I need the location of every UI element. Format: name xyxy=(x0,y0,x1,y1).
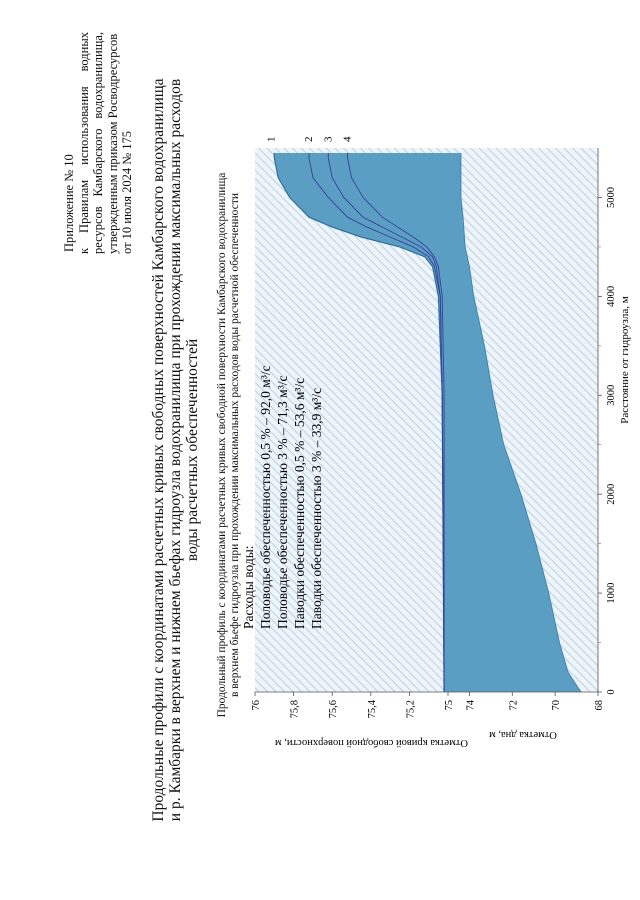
water-tick-label: 75,4 xyxy=(366,700,378,719)
appendix-line-5: от 10 июля 2024 № 175 xyxy=(120,130,134,254)
chart-title-line-1: Продольный профиль с координатами расчетных кривых свободной поверхности Камбарского водохранилища xyxy=(216,172,228,718)
x-tick-label: 0 xyxy=(606,689,617,695)
legend-item-3: Паводки обеспеченностью 0,5 % – 53,6 м³/с xyxy=(292,377,307,629)
bed-tick-label: 70 xyxy=(551,700,563,711)
curve-label-4: 4 xyxy=(341,136,354,142)
water-tick-label: 75,8 xyxy=(289,700,301,719)
legend-header: Расходы воды: xyxy=(241,545,256,629)
water-tick-label: 76 xyxy=(251,700,262,711)
appendix-line-4: утвержденным приказом Росводресурсов xyxy=(105,33,120,254)
water-tick-label: 75 xyxy=(444,700,455,711)
chart-title-line-2: в верхнем бьефе гидроузла при прохождении максимальных расходов воды расчетной обеспеченности xyxy=(228,193,241,697)
legend-item-1: Половодье обеспеченностью 0,5 % – 92,0 м³/с xyxy=(258,365,273,629)
x-tick-label: 1000 xyxy=(606,582,617,604)
y-axis-label-bed: Отметка дна, м xyxy=(489,729,557,740)
bed-tick-label: 68 xyxy=(594,700,605,711)
appendix-line-1: Приложение № 10 xyxy=(62,154,76,252)
curve-label-1: 1 xyxy=(265,136,278,142)
x-tick-label: 5000 xyxy=(606,186,617,208)
curve-label-2: 2 xyxy=(303,136,316,142)
legend-item-2: Половодье обеспеченностью 3 % – 71,3 м³/с xyxy=(275,375,290,629)
y-axis-label-water: Отметка кривой свободной поверхности, м xyxy=(274,737,469,748)
x-tick-label: 2000 xyxy=(606,483,617,505)
x-tick-label: 4000 xyxy=(606,285,617,307)
x-axis-label: Расстояние от гидроузла, м xyxy=(619,296,631,424)
main-title-line-3: воды расчетных обеспеченностей xyxy=(184,338,201,562)
water-tick-label: 75,6 xyxy=(328,700,340,719)
x-tick-label: 3000 xyxy=(606,384,617,406)
curve-label-3: 3 xyxy=(322,136,335,142)
main-title-line-2: и р. Камбарки в верхнем и нижнем бьефах гидроузла водохранилища при прохождении максимальных расходов xyxy=(167,78,184,822)
water-tick-label: 75,2 xyxy=(405,700,417,719)
appendix-line-2: к Правилам использования водных xyxy=(76,32,91,254)
appendix-line-3: ресурсов Камбарского водохранилища, xyxy=(91,32,105,254)
bed-tick-label: 74 xyxy=(465,700,477,711)
bed-tick-label: 72 xyxy=(508,700,520,711)
legend-item-4: Паводки обеспеченностью 3 % – 33,9 м³/с xyxy=(309,387,324,629)
main-title-line-1: Продольные профили с координатами расчетных кривых свободных поверхностей Камбарского водохранилища xyxy=(150,78,167,822)
